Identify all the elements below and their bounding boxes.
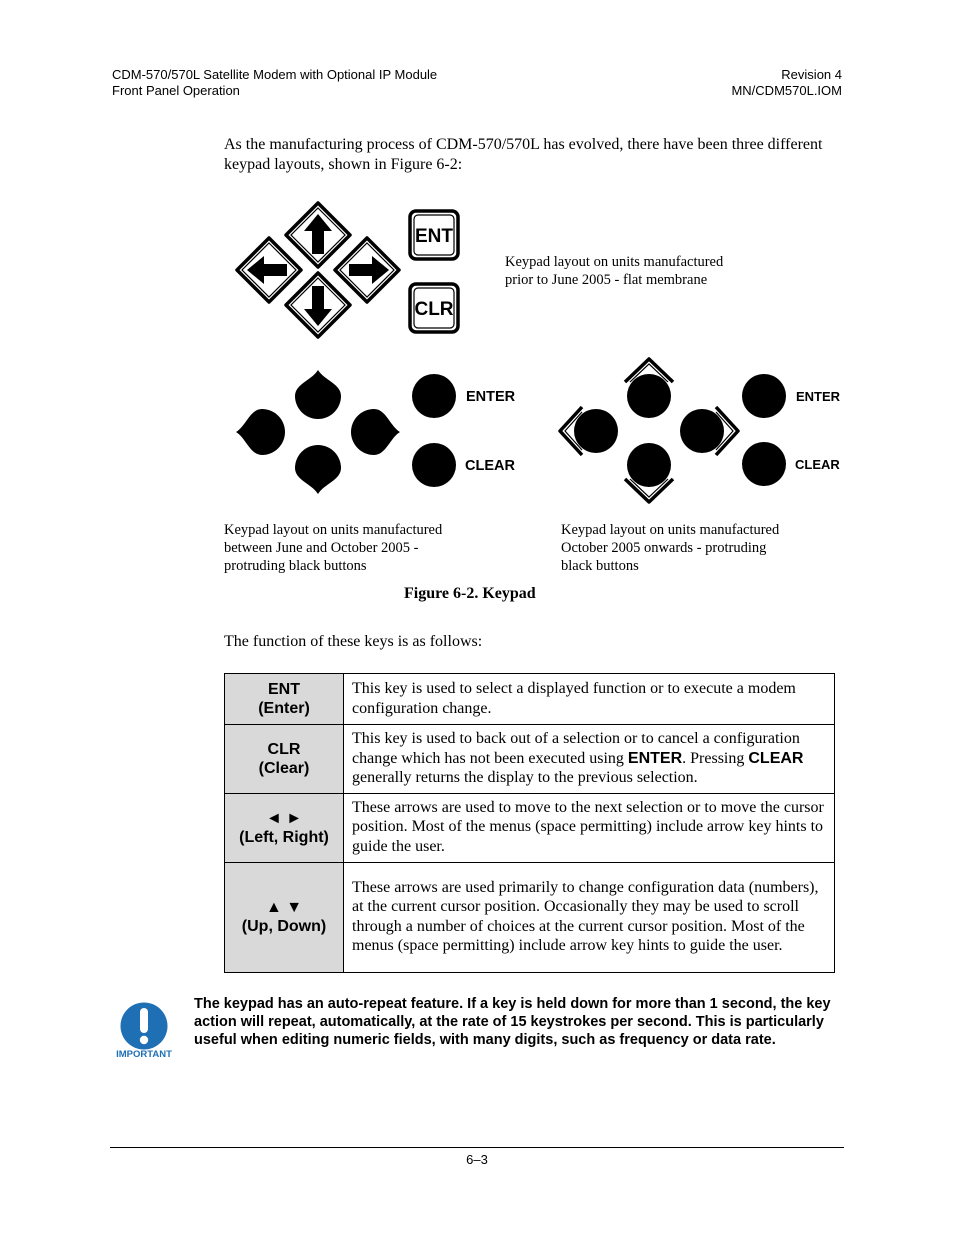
right-arrow-key-icon	[335, 238, 399, 302]
function-intro: The function of these keys is as follows:	[224, 633, 483, 650]
keypad2-caption-line: Keypad layout on units manufactured	[224, 522, 443, 538]
right-button-icon	[680, 409, 724, 453]
enter-button-icon	[742, 374, 786, 418]
clr-key-icon	[410, 284, 458, 332]
keypad2-caption-line: between June and October 2005 -	[224, 540, 419, 556]
important-exclamation-icon	[119, 1001, 169, 1051]
enter-keyword: ENTER	[627, 749, 683, 767]
keypad2-caption	[224, 521, 442, 575]
important-note-text: The keypad has an auto-repeat feature. If a key is held down for more than 1 second, the key action will repeat, automatically, at the rate of 15 keystrokes per second. This is particularly useful when editing numeric fields, with many digits, such as frequency or data rate.	[194, 996, 831, 1048]
enter-label: ENTER	[466, 389, 516, 405]
key-name-cell	[225, 674, 344, 725]
page-header-left	[112, 67, 437, 99]
page-number: 6–3	[466, 1152, 488, 1167]
keypad3-caption-line: October 2005 onwards - protruding	[561, 540, 767, 556]
up-arrow-key-icon	[286, 203, 350, 267]
keypad1-caption-line: Keypad layout on units manufactured	[505, 254, 724, 270]
keypad-black-buttons-2005	[230, 362, 530, 502]
up-button-icon	[295, 370, 341, 419]
keypad1-caption-line: prior to June 2005 - flat membrane	[505, 272, 708, 288]
footer-divider	[110, 1147, 844, 1148]
header-doc-title: CDM-570/570L Satellite Modem with Optional IP Module	[112, 67, 438, 82]
page-header-right	[731, 67, 842, 99]
left-arrow-key-icon	[237, 238, 301, 302]
clear-label: CLEAR	[465, 458, 515, 474]
key-alias: (Enter)	[258, 700, 310, 717]
down-button-icon	[627, 443, 671, 487]
header-section: Front Panel Operation	[112, 83, 240, 98]
enter-label: ENTER	[796, 389, 841, 404]
clear-button-icon	[412, 443, 456, 487]
ent-key-icon	[410, 211, 458, 259]
header-doc-number: MN/CDM570L.IOM	[731, 83, 842, 98]
up-down-arrow-icon: ▲ ▼	[265, 899, 303, 916]
table-row	[225, 674, 835, 725]
figure-title: Figure 6-2. Keypad	[404, 585, 536, 602]
desc-text: . Pressing	[682, 749, 749, 767]
down-button-icon	[295, 445, 341, 494]
keypad2-caption-line: protruding black buttons	[224, 558, 367, 574]
clear-button-icon	[742, 442, 786, 486]
left-button-icon	[236, 409, 285, 455]
key-alias: (Clear)	[258, 759, 310, 777]
key-description: This key is used to select a displayed function or to execute a modem configuration change.	[344, 674, 835, 725]
key-description	[344, 725, 835, 794]
clear-keyword: CLEAR	[748, 749, 804, 767]
important-label: IMPORTANT	[116, 1049, 172, 1060]
clr-key-label: CLR	[414, 299, 454, 320]
key-description: These arrows are used primarily to change configuration data (numbers), at the current cursor position. Occasionally they may be used to scroll through a number of choices at the current cursor position. Most of the menus (space permitting) include arrow key hints to guide the user.	[344, 862, 835, 972]
header-revision: Revision 4	[781, 67, 842, 82]
left-button-icon	[574, 409, 618, 453]
keypad1-caption	[505, 253, 723, 289]
keypad3-caption-line: black buttons	[561, 558, 639, 574]
desc-text: generally returns the display to the previous selection.	[352, 769, 698, 786]
key-description: These arrows are used to move to the next selection or to move the cursor position. Most of the menus (space permitting) include arrow key hints to guide the user.	[344, 793, 835, 862]
desc-text: This key is used to back out of a selection or to cancel a configuration change which has not been executed using	[352, 730, 800, 767]
keypad3-caption-line: Keypad layout on units manufactured	[561, 522, 780, 538]
key-alias: (Up, Down)	[241, 918, 327, 935]
key-alias: (Left, Right)	[239, 828, 329, 846]
keypad-black-buttons-2005-onwards	[555, 356, 850, 506]
up-button-icon	[627, 374, 671, 418]
enter-button-icon	[412, 374, 456, 418]
key-name: CLR	[267, 740, 301, 758]
key-name: ENT	[268, 681, 300, 698]
key-name-cell	[225, 725, 344, 794]
keys-function-table	[224, 673, 835, 973]
left-right-arrow-icon: ◄ ►	[265, 809, 303, 827]
intro-paragraph: As the manufacturing process of CDM-570/570L has evolved, there have been three different keypad layouts, shown in Figure 6-2:	[224, 136, 823, 173]
key-name-cell	[225, 862, 344, 972]
clear-label: CLEAR	[795, 457, 840, 472]
key-name-cell	[225, 793, 344, 862]
table-row	[225, 725, 835, 794]
table-row	[225, 793, 835, 862]
keypad3-caption	[561, 521, 779, 575]
right-button-icon	[351, 409, 400, 455]
keypad-flat-membrane	[232, 198, 472, 346]
ent-key-label: ENT	[415, 226, 453, 247]
table-row	[225, 862, 835, 972]
down-arrow-key-icon	[286, 273, 350, 337]
